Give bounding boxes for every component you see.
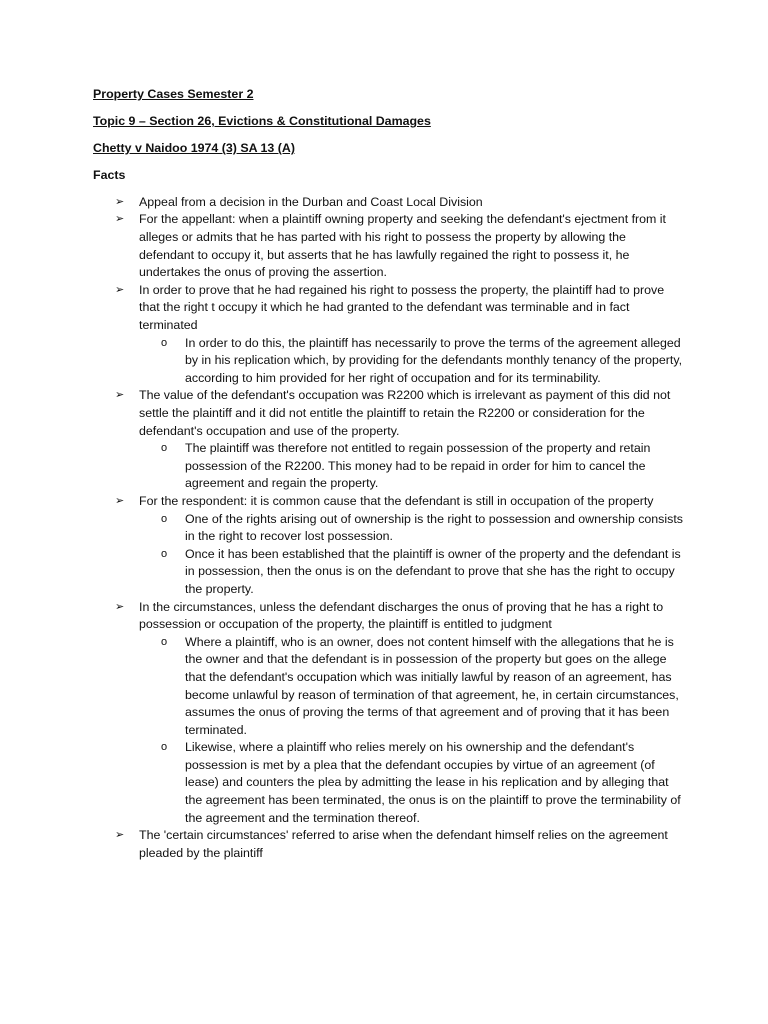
arrow-bullet-icon: ➢ (115, 195, 125, 208)
arrow-bullet-icon: ➢ (115, 829, 125, 842)
sub-list-item (139, 634, 683, 740)
facts-list (93, 194, 683, 863)
sub-list-item-text: Where a plaintiff, who is an owner, does not content himself with the allegations that he is the owner and that the defendant is in possession of the property but goes on the allege that the defendant's occupation which was initially lawful by reason of an agreement, has become unlawful by reason of termination of that agreement, he, in certain circumstances, assumes the onus of proving the terms of that agreement and of proving that it has been terminated. (185, 634, 679, 737)
sub-list-item-text: Likewise, where a plaintiff who relies merely on his ownership and the defendant's possession is met by a plea that the defendant occupies by virtue of an agreement (of lease) and counters the plea by admitting the lease in his replication and by alleging that the agreement has been terminated, the onus is on the plaintiff to prove the terminability of the agreement and the termination thereof. (185, 740, 681, 825)
sub-list-item (139, 739, 683, 827)
circle-bullet-icon: o (161, 741, 168, 754)
case-heading: Chetty v Naidoo 1974 (3) SA 13 (A) (93, 141, 295, 156)
circle-bullet-icon: o (161, 547, 168, 560)
list-item (93, 827, 683, 862)
list-item-text: Appeal from a decision in the Durban and Coast Local Division (139, 194, 483, 209)
sub-list-item (139, 440, 683, 493)
document-body (93, 86, 683, 862)
sub-list-item-text: One of the rights arising out of ownership is the right to possession and ownership consists in the right to recover lost possession. (185, 511, 683, 544)
list-item-text: The value of the defendant's occupation was R2200 which is irrelevant as payment of this did not settle the plaintiff and it did not entitle the plaintiff to retain the R2200 or consideration for the defendant's occupation and use of the property. (139, 388, 671, 438)
facts-label: Facts (93, 168, 126, 183)
arrow-bullet-icon: ➢ (115, 389, 125, 402)
list-item (93, 387, 683, 493)
list-item (93, 599, 683, 828)
arrow-bullet-icon: ➢ (115, 213, 125, 226)
topic-heading: Topic 9 – Section 26, Evictions & Constitutional Damages (93, 114, 431, 129)
sub-list-item-text: Once it has been established that the plaintiff is owner of the property and the defendant is in possession, then the onus is on the defendant to prove that she has the right to occupy the property. (185, 546, 681, 596)
arrow-bullet-icon: ➢ (115, 600, 125, 613)
list-item-text: In the circumstances, unless the defendant discharges the onus of proving that he has a right to possession or occupation of the property, the plaintiff is entitled to judgment (139, 599, 664, 632)
list-item-text: In order to prove that he had regained his right to possess the property, the plaintiff had to prove that the right t occupy it which he had granted to the defendant was terminable and in fact terminated (139, 282, 665, 333)
arrow-bullet-icon: ➢ (115, 494, 125, 507)
sub-list-item (139, 335, 683, 388)
circle-bullet-icon: o (161, 512, 168, 525)
sub-list-item-text: The plaintiff was therefore not entitled to regain possession of the property and retain possession of the R2200. This money had to be repaid in order for him to cancel the agreement and regain the property. (185, 441, 651, 491)
list-item (93, 493, 683, 599)
circle-bullet-icon: o (161, 635, 168, 648)
list-item-text: For the respondent: it is common cause that the defendant is still in occupation of the property (139, 493, 654, 508)
sub-list (139, 511, 683, 599)
document-title: Property Cases Semester 2 (93, 87, 254, 101)
list-item-text: For the appellant: when a plaintiff owning property and seeking the defendant's ejectment from it alleges or admits that he has parted with his right to possess the property by allowing the defendant to occupy it, but asserts that he has lawfully regained the right to possess it, he undertakes the onus of proving the assertion. (139, 212, 666, 280)
list-item (93, 194, 683, 212)
sub-list (139, 335, 683, 388)
list-item-text: The 'certain circumstances' referred to arise when the defendant himself relies on the agreement pleaded by the plaintiff (139, 828, 668, 860)
list-item (93, 282, 683, 388)
sub-list-item (139, 511, 683, 546)
list-item (93, 211, 683, 281)
sub-list-item (139, 546, 683, 599)
circle-bullet-icon: o (161, 336, 168, 349)
circle-bullet-icon: o (161, 442, 168, 455)
sub-list (139, 634, 683, 828)
sub-list-item-text: In order to do this, the plaintiff has necessarily to prove the terms of the agreement alleged by in his replication which, by providing for the defendants monthly tenancy of the property, according to him provided for her right of occupation and for its terminability. (185, 335, 683, 385)
arrow-bullet-icon: ➢ (115, 283, 125, 296)
sub-list (139, 440, 683, 493)
